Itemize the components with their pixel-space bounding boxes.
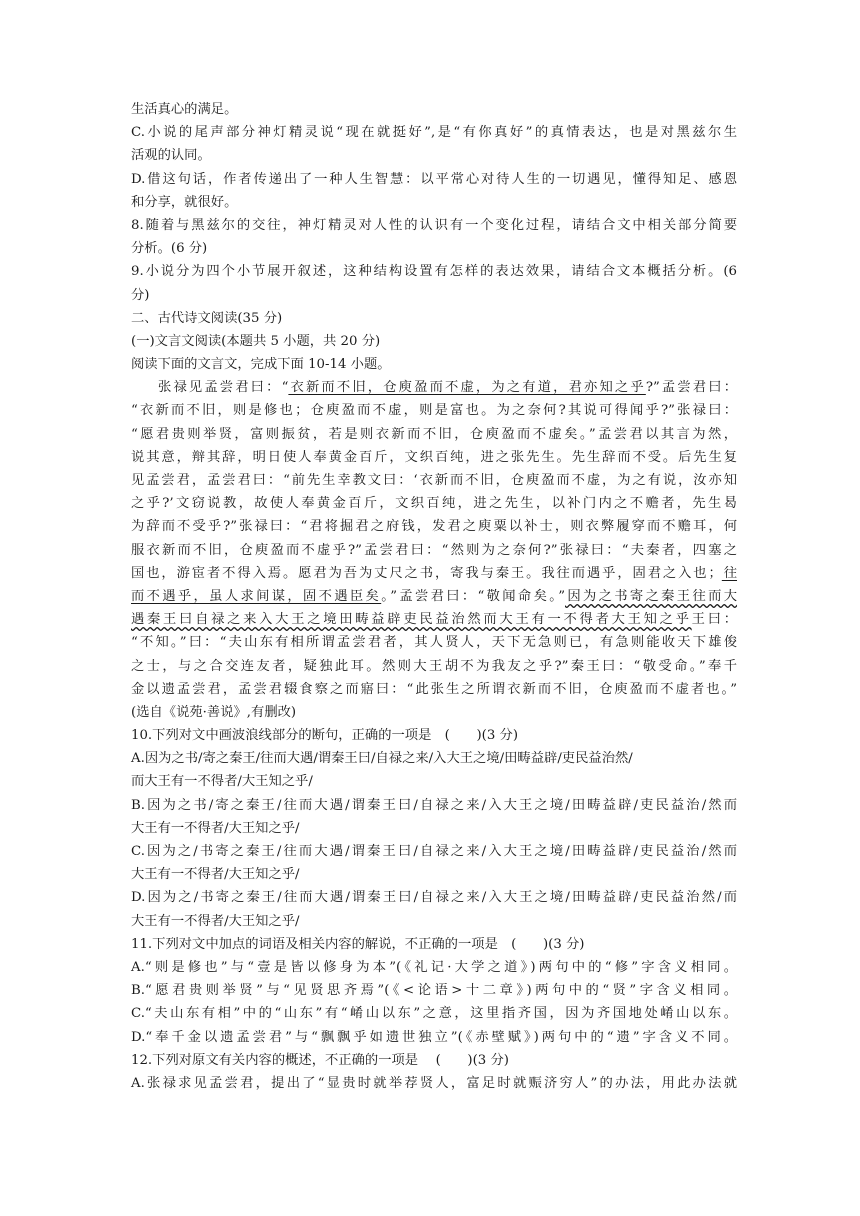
option-c-cont: 大王有一不得者/大王知之乎/: [131, 867, 300, 883]
document-page: [131, 98, 737, 1095]
option-b: B.“愿君贵则举贤”与“见贤思齐焉”(《<论语>十二章》)两句中的“贤”字含义相同。: [131, 983, 737, 999]
question-12: 12.下列对原文有关内容的概述，不正确的一项是 ( )(3 分): [131, 1052, 509, 1068]
option-a: A.张禄求见孟尝君，提出了“显贵时就举荐贤人，富足时就赈济穷人”的办法，用此办法就: [131, 1075, 737, 1091]
underlined-sentence: 衣新而不旧，仓庾盈而不虚，为之有道，君亦知之乎: [288, 380, 646, 396]
option-d-cont: 大王有一不得者/大王知之乎/: [131, 913, 300, 929]
option-b-cont: 大王有一不得者/大王知之乎/: [131, 820, 300, 836]
wavy-underlined-sentence: 因为之书寄之秦王往而大: [565, 588, 738, 604]
question-11: 11.下列对文中加点的词语及相关内容的解说，不正确的一项是 ( )(3 分): [131, 936, 585, 952]
text-line: 活观的认同。: [131, 148, 211, 164]
passage-line: 为辞而不受乎?”张禄曰：“君将掘君之府钱，发君之庾粟以补士，则衣弊履穿而不赡耳，何: [131, 519, 737, 535]
passage-line: 说其意，辩其辞，明日使人奉黄金百斤，文织百纯，进之张先生。先生辞而不受。后先生复: [131, 449, 737, 465]
text-line: 分): [131, 287, 150, 303]
question-10: 10.下列对文中画波浪线部分的断句，正确的一项是 ( )(3 分): [131, 728, 519, 744]
text-line: 分析。(6 分): [131, 241, 208, 257]
wavy-underlined-sentence: 遇秦王曰自禄之来入大王之境田畴益辟吏民益治然而大王有一不得者大王知之乎: [131, 612, 692, 628]
classical-passage: [131, 376, 737, 701]
questions: [131, 724, 737, 1095]
option-a-cont: 而大王有一不得者/大王知之乎/: [131, 774, 313, 790]
underlined-sentence: 往: [721, 565, 738, 581]
text-line: C.小说的尾声部分神灯精灵说“现在就挺好”,是“有你真好”的真情表达，也是对黑兹尔生: [131, 125, 737, 141]
passage-line: “衣新而不旧，则是修也；仓庾盈而不虚，则是富也。为之奈何?其说可得闻乎?”张禄曰：: [131, 403, 737, 419]
section-heading: 二、古代诗文阅读(35 分): [131, 310, 283, 326]
text-line: D.借这句话，作者传递出了一种人生智慧：以平常心对待人生的一切遇见，懂得知足、感恩: [131, 171, 737, 187]
option-c: C.“夫山东有相”中的“山东”有“崤山以东”之意，这里指齐国，因为齐国地处崤山以东。: [131, 1006, 737, 1022]
passage-line: “愿君贵则举贤，富则振贫，若是则衣新而不旧，仓庾盈而不虚矣。”孟尝君以其言为然，: [131, 426, 737, 442]
option-a: A.“则是修也”与“壹是皆以修身为本”(《礼记·大学之道》)两句中的“修”字含义相同。: [131, 959, 737, 975]
question-8: 8.随着与黑兹尔的交往，神灯精灵对人性的认识有一个变化过程，请结合文中相关部分简要: [131, 217, 737, 233]
passage-line: 遇秦王曰自禄之来入大王之境田畴益辟吏民益治然而大王有一不得者大王知之乎王曰：: [131, 612, 738, 628]
passage-line: 国也，游宦者不得入焉。愿君为吾为丈尺之书，寄我与秦王。我往而遇乎，固君之入也；往: [131, 565, 738, 581]
option-a: A.因为之书/寄之秦王/往而大遇/谓秦王曰/自禄之来/入大王之境/田畴益辟/吏民益治然/: [131, 751, 633, 767]
subsection-heading: (一)文言文阅读(本题共 5 小题，共 20 分): [131, 333, 381, 349]
passage-line: 见孟尝君，孟尝君曰：“前先生幸教文曰：‘衣新而不旧，仓庾盈而不虚，为之有说，汝亦知: [131, 473, 737, 488]
text-line: 生活真心的满足。: [131, 102, 238, 117]
passage-line: 之乎?’文窃说教，故使人奉黄金百斤，文织百纯，进之先生，以补门内之不赡者，先生曷: [131, 496, 737, 512]
option-b: B.因为之书/寄之秦王/往而大遇/谓秦王曰/自禄之来/入大王之境/田畴益辟/吏民益治/然而: [131, 797, 737, 813]
passage-line: 金以遗孟尝君，孟尝君辍食察之而寤曰：“此张生之所谓衣新而不旧，仓庾盈而不虚者也。”: [131, 681, 737, 697]
passage-line: 而不遇乎，虽人求间谋，固不遇臣矣。”孟尝君曰：“敬闻命矣。”因为之书寄之秦王往而大: [131, 588, 738, 604]
passage-line: 服衣新而不旧，仓庾盈而不虚乎?”孟尝君曰：“然则为之奈何?”张禄曰：“夫秦者，四塞之: [131, 542, 737, 558]
passage-line: 之士，与之合交连友者，疑独此耳。然则大王胡不为我友之乎?”秦王曰：“敬受命。”奉千: [131, 658, 737, 674]
option-d: D.因为之/书寄之秦王/往而大遇/谓秦王曰/自禄之来/入大王之境/田畴益辟/吏民益治然/而: [131, 890, 737, 906]
option-d: D.“奉千金以遗孟尝君”与“飘飘乎如遗世独立”(《赤壁赋》)两句中的“遗”字含义不同。: [131, 1029, 737, 1045]
question-9: 9.小说分为四个小节展开叙述，这种结构设置有怎样的表达效果，请结合文本概括分析。(6: [131, 264, 737, 280]
underlined-sentence: 而不遇乎，虽人求间谋，固不遇臣矣: [131, 588, 382, 604]
option-c: C.因为之/书寄之秦王/往而大遇/谓秦王曰/自禄之来/入大王之境/田畴益辟/吏民益治/然而: [131, 844, 737, 859]
source-citation: (选自《说苑·善说》,有删改): [131, 704, 297, 720]
text-line: 和分享，就很好。: [131, 194, 238, 210]
passage-line: “不知。”曰：“夫山东有相所谓孟尝君者，其人贤人，天下无急则已，有急则能收天下雄俊: [131, 635, 737, 651]
instruction: 阅读下面的文言文，完成下面 10-14 小题。: [131, 357, 391, 373]
passage-line: 张禄见孟尝君曰：“衣新而不旧，仓庾盈而不虚，为之有道，君亦知之乎?”孟尝君曰：: [158, 380, 737, 396]
